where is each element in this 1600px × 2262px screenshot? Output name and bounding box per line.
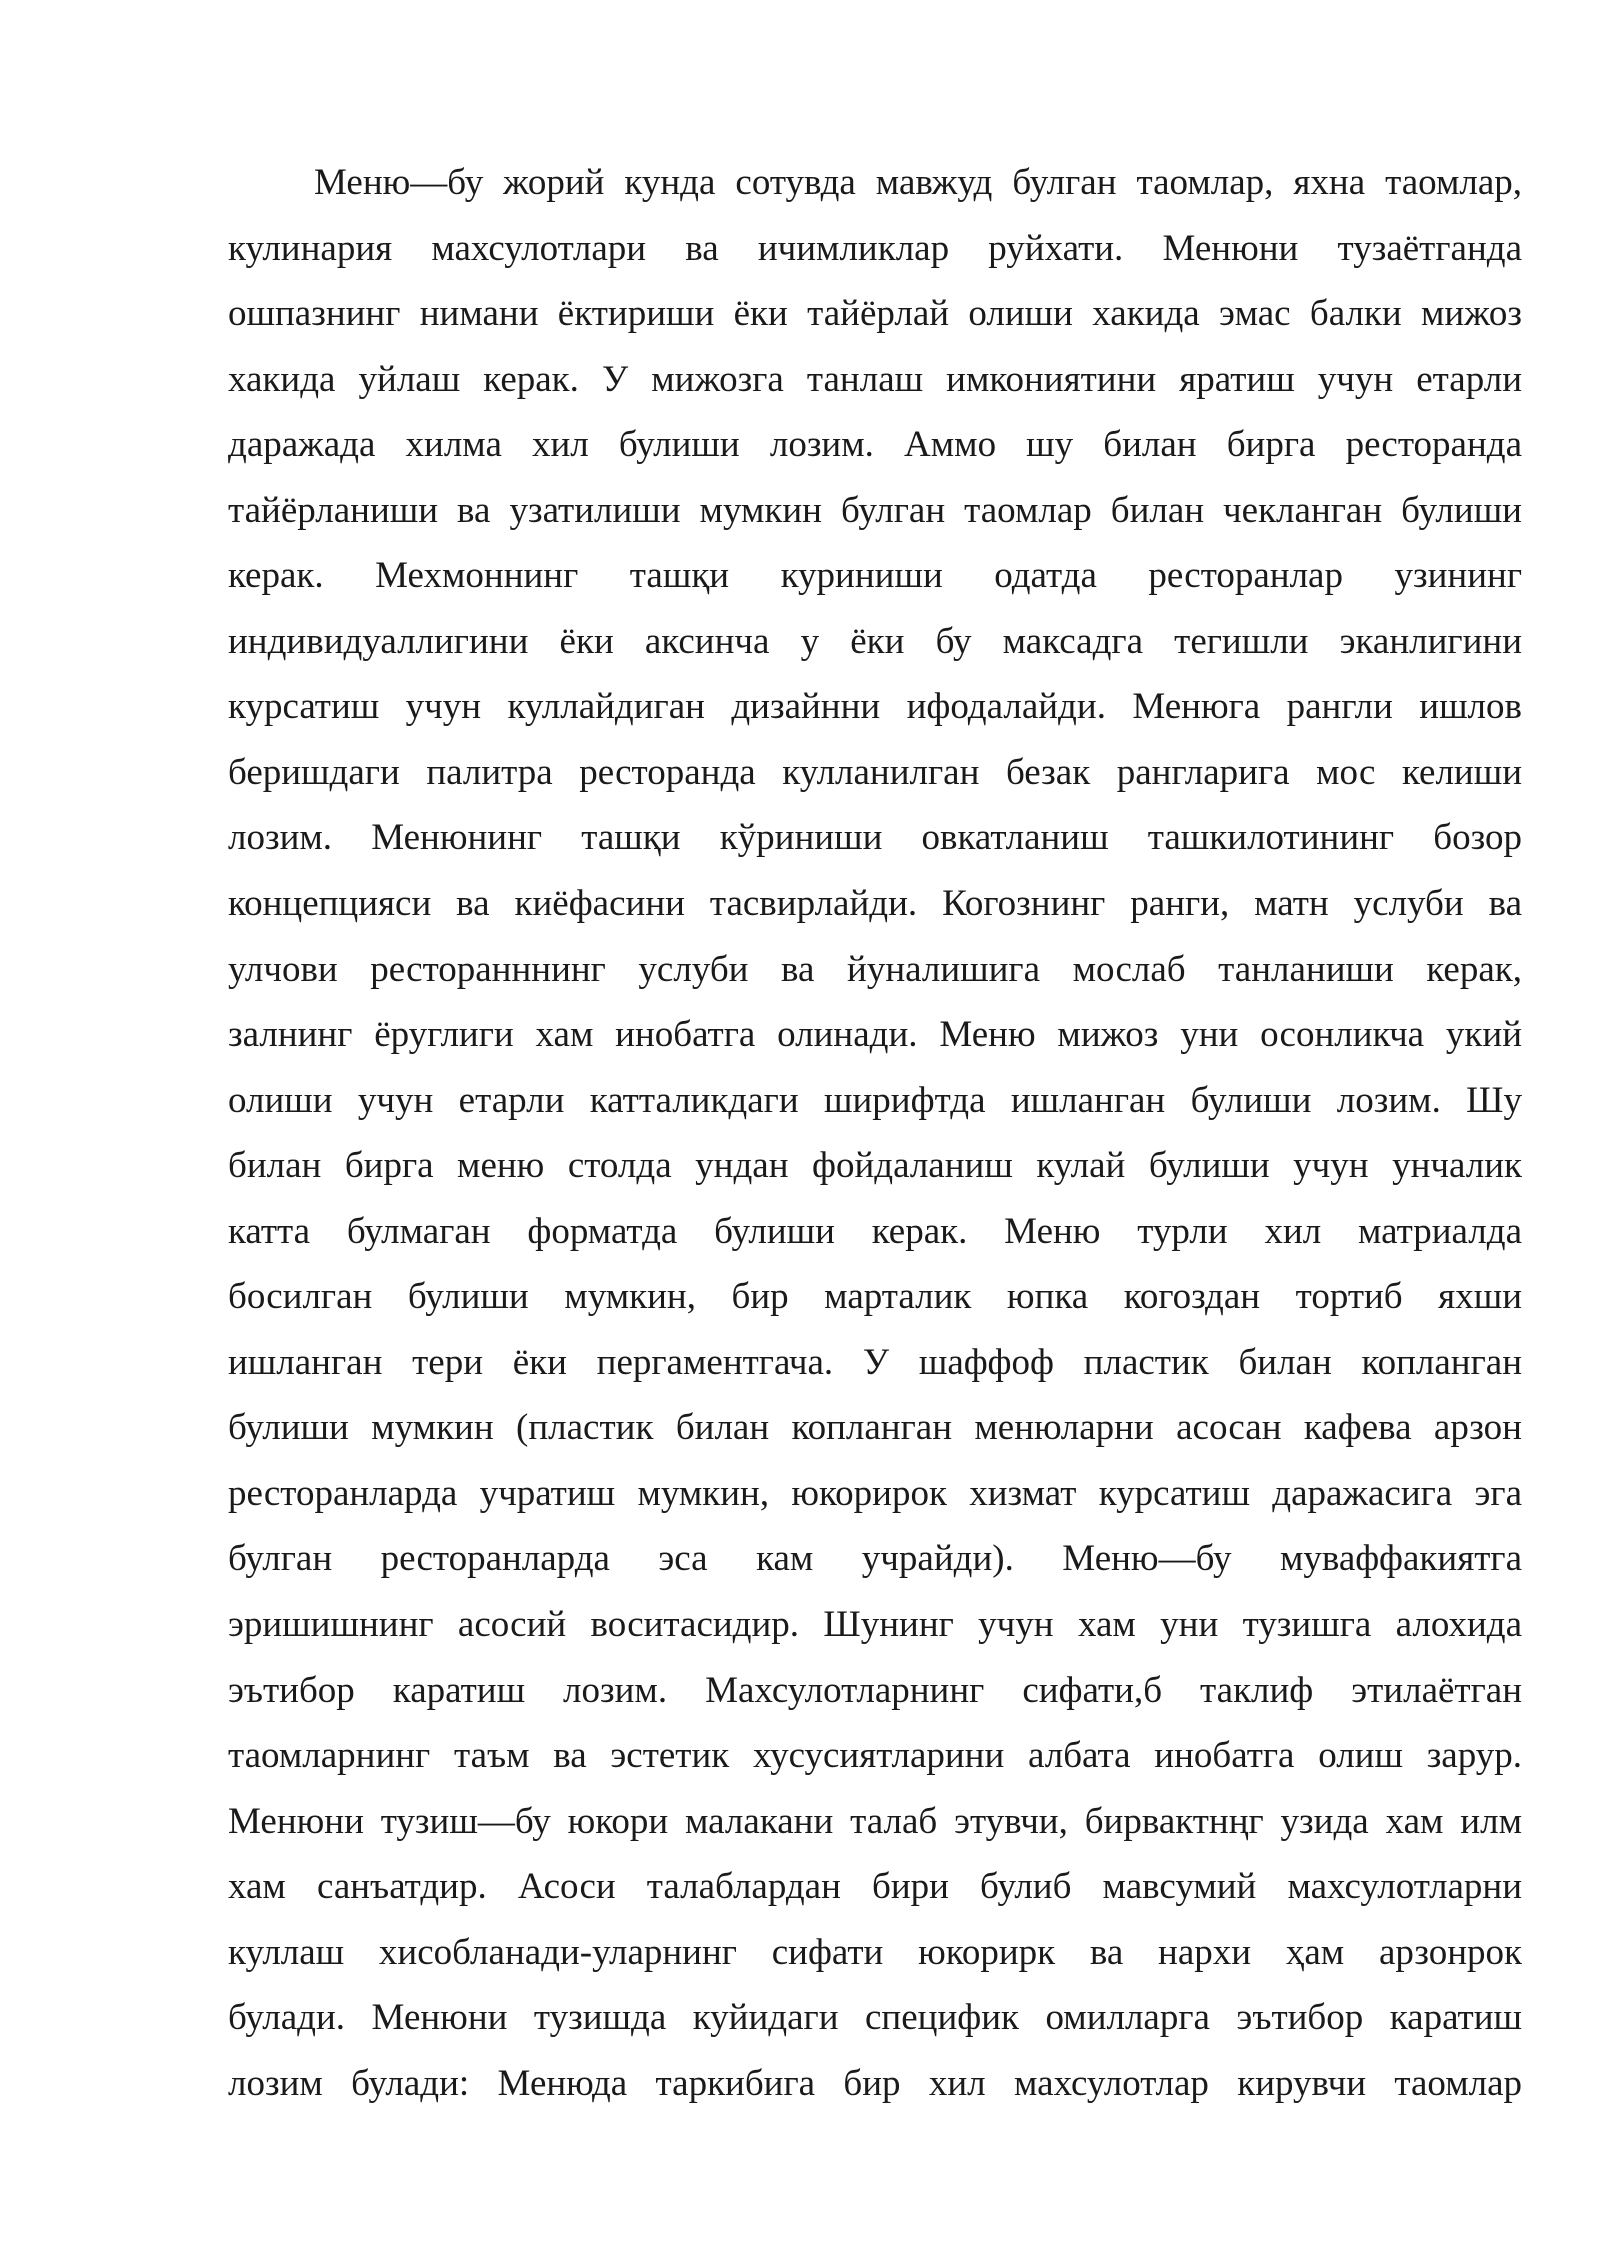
text-line: залнинг ёруглиги хам инобатга олинади. Меню мижоз уни осонликча укий	[228, 1014, 1522, 1056]
text-line: олиши учун етарли катталикдаги ширифтда ишланган булиши лозим. Шу	[228, 1079, 1522, 1121]
text-line: билан бирга меню столда ундан фойдаланиш кулай булиши учун унчалик	[228, 1145, 1522, 1187]
text-line: таомларнинг таъм ва эстетик хусусиятларини албата инобатга олиш зарур.	[228, 1735, 1522, 1777]
text-line: курсатиш учун куллайдиган дизайнни ифодалайди. Менюга рангли ишлов	[228, 686, 1522, 728]
text-line: катта булмаган форматда булиши керак. Меню турли хил матриалда	[228, 1210, 1522, 1252]
text-line: даражада хилма хил булиши лозим. Аммо шу билан бирга ресторанда	[228, 424, 1522, 466]
text-line: кулинария махсулотлари ва ичимликлар руйхати. Менюни тузаётганда	[228, 227, 1522, 269]
body-paragraph	[228, 150, 1522, 2116]
text-line: эътибор каратиш лозим. Махсулотларнинг сифати,б таклиф этилаётган	[228, 1669, 1522, 1711]
text-line: хам санъатдир. Асоси талаблардан бири булиб мавсумий махсулотларни	[228, 1866, 1522, 1908]
text-line: куллаш хисобланади-уларнинг сифати юкорирк ва нархи ҳам арзонрок	[228, 1931, 1522, 1973]
text-line: хакида уйлаш керак. У мижозга танлаш имкониятини яратиш учун етарли	[228, 358, 1522, 400]
text-line: булган ресторанларда эса кам учрайди). Меню—бу муваффакиятга	[228, 1538, 1522, 1580]
text-line: ресторанларда учратиш мумкин, юкорирок хизмат курсатиш даражасига эга	[228, 1472, 1522, 1514]
text-line: лозим. Менюнинг ташқи кўриниши овкатланиш ташкилотининг бозор	[228, 817, 1522, 859]
text-line: булади. Менюни тузишда куйидаги специфик омилларга эътибор каратиш	[228, 1997, 1522, 2039]
text-line: эришишнинг асосий воситасидир. Шунинг учун хам уни тузишга алохида	[228, 1604, 1522, 1646]
text-line: концепцияси ва киёфасини тасвирлайди. Когознинг ранги, матн услуби ва	[228, 883, 1522, 925]
text-line: ишланган тери ёки пергаментгача. У шаффоф пластик билан копланган	[228, 1341, 1522, 1383]
text-line: лозим булади: Менюда таркибига бир хил махсулотлар кирувчи таомлар	[228, 2062, 1522, 2104]
text-line: ошпазнинг нимани ёктириши ёки тайёрлай олиши хакида эмас балки мижоз	[228, 293, 1522, 335]
text-line: керак. Мехмоннинг ташқи куриниши одатда ресторанлар узининг	[228, 555, 1522, 597]
text-line: Менюни тузиш—бу юкори малакани талаб этувчи, бирвактнңг узида хам илм	[228, 1800, 1522, 1842]
text-line: улчови ресторанннинг услуби ва йуналишига мослаб танланиши керак,	[228, 948, 1522, 990]
text-line: индивидуаллигини ёки аксинча у ёки бу максадга тегишли эканлигини	[228, 620, 1522, 662]
text-line: булиши мумкин (пластик билан копланган менюларни асосан кафева арзон	[228, 1407, 1522, 1449]
text-line: беришдаги палитра ресторанда кулланилган безак рангларига мос келиши	[228, 751, 1522, 793]
text-line: Меню—бу жорий кунда сотувда мавжуд булган таомлар, яхна таомлар,	[314, 162, 1522, 203]
text-line: босилган булиши мумкин, бир марталик юпка когоздан тортиб яхши	[228, 1276, 1522, 1318]
text-line: тайёрланиши ва узатилиши мумкин булган таомлар билан чекланган булиши	[228, 489, 1522, 531]
